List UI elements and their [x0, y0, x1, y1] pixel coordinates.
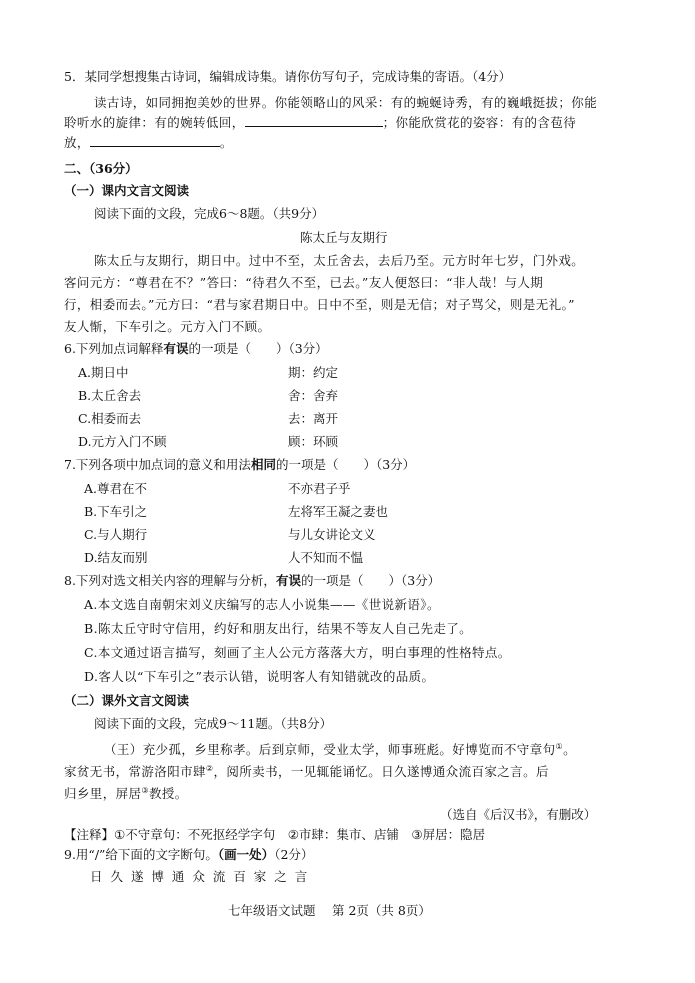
- q8-option-d[interactable]: D.客人以“下车引之”表示认错，说明客人有知错就改的品质。: [84, 669, 435, 684]
- passage-line: 行，相委而去。”元方曰：“君与家君期日中。日中不至，则是无信；对子骂父，则是无礼。”: [64, 297, 575, 312]
- q5-line2-b: ；你能欣赏花的姿容：有的含苞待: [382, 115, 577, 130]
- q5-line3-b: 。: [219, 135, 233, 150]
- q7-option-d[interactable]: D.结友而别: [84, 550, 148, 565]
- q6-option-a[interactable]: A.期日中: [78, 365, 129, 380]
- annotation-notes: 【注释】①不守章句：不死抠经学字句 ②市肆：集市、店铺 ③屏居：隐居: [64, 827, 486, 842]
- q7-option-a[interactable]: A.尊君在不: [84, 481, 148, 496]
- source-citation: （选自《后汉书》，有删改）: [440, 807, 597, 822]
- part2-passage-line: （王）充少孤，乡里称孝。后到京师，受业太学，师事班彪。好博览而不守章句①。: [104, 742, 576, 758]
- q7-option-c[interactable]: C.与人期行: [84, 527, 148, 542]
- note-mark-2: ②: [205, 764, 214, 773]
- q6-option-d-gloss: 顾：环顾: [288, 434, 339, 449]
- q5-line3: [64, 134, 233, 152]
- part2-intro: 阅读下面的文段，完成9～11题。（共8分）: [94, 716, 333, 731]
- part1-heading: （一）课内文言文阅读: [64, 183, 190, 198]
- part2-passage-line: 归乡里，屏居③教授。: [64, 786, 188, 802]
- answer-blank-1[interactable]: [245, 114, 383, 127]
- q7-option-d-pair: 人不知而不愠: [288, 550, 364, 565]
- q9-question: [64, 846, 313, 864]
- q7-option-c-pair: 与儿女讲论文义: [288, 527, 376, 542]
- answer-blank-2[interactable]: [90, 134, 220, 147]
- q7-option-a-pair: 不亦君子乎: [288, 481, 351, 496]
- q8-question: [64, 572, 440, 590]
- q8-post: 的一项是（ ）（3分）: [300, 573, 441, 588]
- q6-option-d[interactable]: D.元方入门不顾: [78, 434, 167, 449]
- passage-line: 客问元方：“尊君在不？”答曰：“待君久不至，已去。”友人便怒曰：“非人哉！与人期: [64, 275, 544, 290]
- page-footer: 七年级语文试题 第 2页（共 8页）: [228, 903, 431, 918]
- passage-line: 陈太丘与友期行，期日中。过中不至，太丘舍去，去后乃至。元方时年七岁，门外戏。: [94, 253, 585, 268]
- part1-intro: 阅读下面的文段，完成6～8题。（共9分）: [94, 206, 325, 221]
- q9-emphasis: （画一处）: [217, 847, 275, 862]
- q8-pre: 8.下列对选文相关内容的理解与分析，: [64, 573, 276, 588]
- q8-option-b[interactable]: B.陈太丘守时守信用，约好和朋友出行，结果不等友人自己先走了。: [84, 621, 473, 636]
- q8-option-c[interactable]: C.本文通过语言描写，刻画了主人公元方落落大方，明白事理的性格特点。: [84, 645, 511, 660]
- q5-question: 5．某同学想搜集古诗词，编辑成诗集。请你仿写句子，完成诗集的寄语。（4分）: [64, 69, 512, 84]
- q6-question: [64, 340, 328, 358]
- q5-line2-a: 聆听水的旋律：有的婉转低回，: [64, 115, 245, 130]
- q6-option-c[interactable]: C.相委而去: [78, 411, 142, 426]
- q6-pre: 6.下列加点词解释: [64, 341, 164, 356]
- q6-option-b[interactable]: B.太丘舍去: [78, 388, 142, 403]
- q6-emphasis: 有误: [163, 341, 189, 356]
- q5-line1: 读古诗，如同拥抱美妙的世界。你能领略山的风采：有的蜿蜒诗秀，有的巍峨挺拔；你能: [94, 95, 598, 110]
- q6-option-c-gloss: 去：离开: [288, 411, 339, 426]
- q7-option-b-pair: 左将军王凝之妻也: [288, 504, 389, 519]
- q5-line2: [64, 114, 576, 132]
- q7-emphasis: 相同: [250, 457, 276, 472]
- q5-line3-a: 放，: [64, 135, 90, 150]
- note-mark-1: ①: [555, 742, 564, 751]
- q7-question: [64, 456, 415, 474]
- passage-line: 友人惭，下车引之。元方入门不顾。: [64, 319, 271, 334]
- q6-post: 的一项是（ ）（3分）: [188, 341, 328, 356]
- q7-pre: 7.下列各项中加点词的意义和用法: [64, 457, 251, 472]
- q7-post: 的一项是（ ）（3分）: [275, 457, 416, 472]
- q8-option-a[interactable]: A.本文选自南朝宋刘义庆编写的志人小说集——《世说新语》。: [84, 597, 440, 612]
- note-mark-3: ③: [141, 786, 149, 795]
- q9-post: （2分）: [274, 847, 314, 862]
- passage-title: 陈太丘与友期行: [300, 230, 388, 245]
- q6-option-a-gloss: 期：约定: [288, 365, 339, 380]
- part2-heading: （二）课外文言文阅读: [64, 693, 190, 708]
- q8-emphasis: 有误: [275, 573, 301, 588]
- section-heading: 二、（36分）: [64, 161, 138, 176]
- q6-option-b-gloss: 舍：舍弃: [288, 388, 339, 403]
- q9-sentence[interactable]: 日 久 遂 博 通 众 流 百 家 之 言: [90, 869, 308, 884]
- q7-option-b[interactable]: B.下车引之: [84, 504, 148, 519]
- part2-passage-line: 家贫无书，常游洛阳市肆②，阅所卖书，一见辄能诵忆。日久遂博通众流百家之言。后: [64, 764, 549, 780]
- q9-pre: 9.用“/”给下面的文字断句。: [64, 847, 218, 862]
